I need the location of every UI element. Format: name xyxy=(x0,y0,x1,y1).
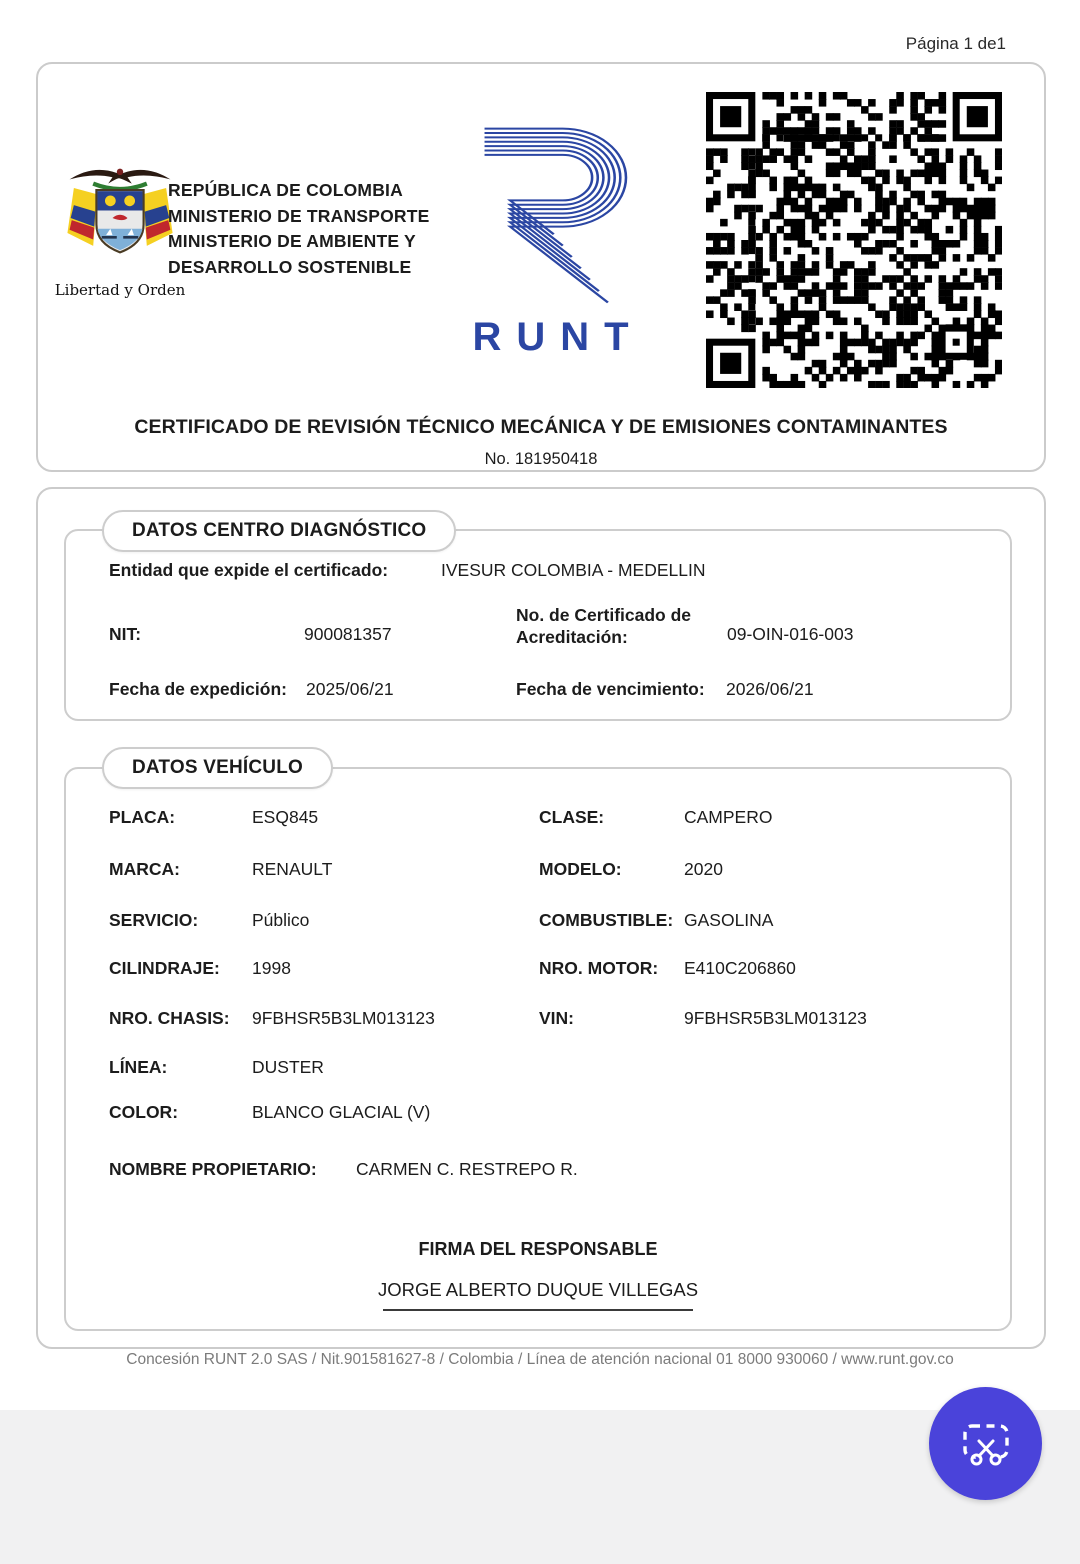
diagnostic-center-box xyxy=(64,529,1012,721)
nit-value: 900081357 xyxy=(304,624,392,644)
emblem-motto: Libertad y Orden xyxy=(54,281,186,299)
servicio-label: SERVICIO: xyxy=(109,910,199,930)
clase-value: CAMPERO xyxy=(684,807,773,827)
ministry-text xyxy=(168,178,429,280)
signature-name: JORGE ALBERTO DUQUE VILLEGAS xyxy=(377,1279,699,1300)
runt-logo-text: RUNT xyxy=(472,315,644,359)
propietario-value: CARMEN C. RESTREPO R. xyxy=(356,1159,578,1179)
expiry-date-label: Fecha de vencimiento: xyxy=(516,679,705,699)
cilindraje-label: CILINDRAJE: xyxy=(109,958,220,978)
cilindraje-value: 1998 xyxy=(252,958,291,978)
marca-value: RENAULT xyxy=(252,859,333,879)
nit-label: NIT: xyxy=(109,624,142,644)
bottom-strip xyxy=(0,1410,1080,1564)
certificate-title: CERTIFICADO DE REVISIÓN TÉCNICO MECÁNICA Y DE EMISIONES CONTAMINANTES xyxy=(134,416,948,438)
propietario-label: NOMBRE PROPIETARIO: xyxy=(109,1159,317,1179)
vin-value: 9FBHSR5B3LM013123 xyxy=(684,1008,867,1028)
combustible-value: GASOLINA xyxy=(684,910,774,930)
entity-label: Entidad que expide el certificado: xyxy=(109,560,389,580)
modelo-label: MODELO: xyxy=(539,859,622,879)
clase-label: CLASE: xyxy=(539,807,605,827)
issue-date-value: 2025/06/21 xyxy=(306,679,394,699)
certificate-number: No. 181950418 xyxy=(484,450,598,468)
accreditation-label: No. de Certificado de Acreditación: xyxy=(516,605,692,647)
ministry-line: MINISTERIO DE AMBIENTE Y xyxy=(168,231,416,251)
ministry-line: DESARROLLO SOSTENIBLE xyxy=(168,256,412,277)
colombia-coat-of-arms-icon xyxy=(61,162,179,274)
modelo-value: 2020 xyxy=(684,859,723,879)
header-card xyxy=(36,62,1046,472)
accreditation-value: 09-OIN-016-003 xyxy=(727,624,854,644)
main-card xyxy=(36,487,1046,1349)
snip-scissors-icon xyxy=(956,1414,1016,1474)
marca-label: MARCA: xyxy=(109,859,180,879)
placa-label: PLACA: xyxy=(109,807,176,827)
signature-title: FIRMA DEL RESPONSABLE xyxy=(418,1239,658,1259)
servicio-value: Público xyxy=(252,910,310,930)
combustible-label: COMBUSTIBLE: xyxy=(539,910,674,930)
linea-value: DUSTER xyxy=(252,1057,324,1077)
chasis-value: 9FBHSR5B3LM013123 xyxy=(252,1008,435,1028)
vin-label: VIN: xyxy=(539,1008,574,1028)
entity-value: IVESUR COLOMBIA - MEDELLIN xyxy=(441,560,706,580)
vehicle-box xyxy=(64,767,1012,1331)
motor-value: E410C206860 xyxy=(684,958,796,978)
ministry-line: MINISTERIO DE TRANSPORTE xyxy=(168,205,430,226)
ministry-line: REPÚBLICA DE COLOMBIA xyxy=(168,180,403,200)
section-title-vehicle: DATOS VEHÍCULO xyxy=(102,747,333,789)
signature-line xyxy=(383,1309,693,1311)
linea-label: LÍNEA: xyxy=(109,1057,168,1077)
expiry-date-value: 2026/06/21 xyxy=(726,679,814,699)
color-value: BLANCO GLACIAL (V) xyxy=(252,1102,431,1122)
issue-date-label: Fecha de expedición: xyxy=(109,679,287,699)
chasis-label: NRO. CHASIS: xyxy=(109,1008,230,1028)
runt-r-icon xyxy=(474,124,632,306)
color-label: COLOR: xyxy=(109,1102,179,1122)
placa-value: ESQ845 xyxy=(252,807,319,827)
runt-logo xyxy=(446,124,660,360)
page-number: Página 1 de1 xyxy=(905,34,1006,53)
footer-text: Concesión RUNT 2.0 SAS / Nit.901581627-8 / Colombia / Línea de atención nacional 01 8000 930060 / www.runt.gov.co xyxy=(126,1351,954,1368)
section-title-diagnostic-center: DATOS CENTRO DIAGNÓSTICO xyxy=(102,510,456,552)
snip-screenshot-button[interactable] xyxy=(929,1387,1042,1500)
qr-code xyxy=(706,92,1002,388)
motor-label: NRO. MOTOR: xyxy=(539,958,659,978)
